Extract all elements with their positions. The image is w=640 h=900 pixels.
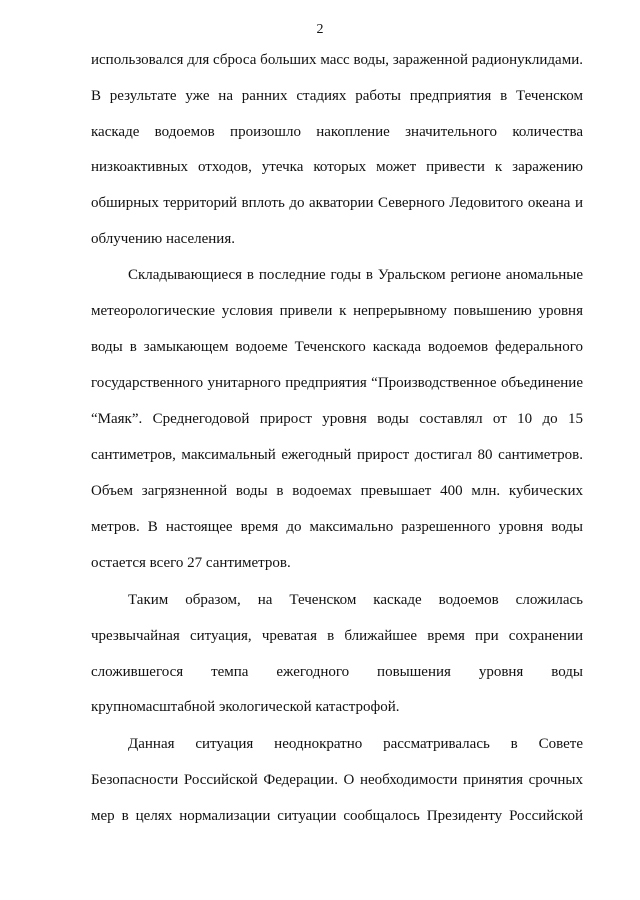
- paragraph-2-line-5: “Маяк”. Среднегодовой прирост уровня воды составлял от 10 до 15: [91, 411, 583, 427]
- paragraph-2-line-2: метеорологические условия привели к непрерывному повышению уровня: [91, 303, 583, 319]
- paragraph-2-line-8: метров. В настоящее время до максимально разрешенного уровня воды: [91, 519, 583, 535]
- paragraph-3-line-2: чрезвычайная ситуация, чреватая в ближайшее время при сохранении: [91, 628, 583, 644]
- paragraph-1-line-2: В результате уже на ранних стадиях работы предприятия в Теченском: [91, 88, 583, 104]
- paragraph-1-line-6: облучению населения.: [91, 231, 235, 247]
- paragraph-4-line-2: Безопасности Российской Федерации. О необходимости принятия срочных: [91, 772, 583, 788]
- paragraph-3-line-4: крупномасштабной экологической катастрофой.: [91, 699, 400, 715]
- page-number: 2: [316, 22, 324, 37]
- paragraph-1-line-3: каскаде водоемов произошло накопление значительного количества: [91, 124, 583, 140]
- paragraph-1-line-4: низкоактивных отходов, утечка которых может привести к заражению: [91, 159, 583, 175]
- paragraph-4-line-1: Данная ситуация неоднократно рассматривалась в Совете: [128, 736, 583, 752]
- paragraph-2-line-7: Объем загрязненной воды в водоемах превышает 400 млн. кубических: [91, 483, 583, 499]
- paragraph-2-line-3: воды в замыкающем водоеме Теченского каскада водоемов федерального: [91, 339, 583, 355]
- paragraph-2-line-4: государственного унитарного предприятия “Производственное объединение: [91, 375, 583, 391]
- paragraph-2-line-1: Складывающиеся в последние годы в Уральском регионе аномальные: [128, 267, 583, 283]
- paragraph-3-line-1: Таким образом, на Теченском каскаде водоемов сложилась: [128, 592, 583, 608]
- paragraph-2-line-6: сантиметров, максимальный ежегодный прирост достигал 80 сантиметров.: [91, 447, 583, 463]
- paragraph-3-line-3: сложившегося темпа ежегодного повышения уровня воды: [91, 664, 583, 680]
- paragraph-4-line-3: мер в целях нормализации ситуации сообщалось Президенту Российской: [91, 808, 583, 824]
- paragraph-1-line-1: использовался для сброса больших масс воды, зараженной радионуклидами.: [91, 52, 583, 68]
- paragraph-2-line-9: остается всего 27 сантиметров.: [91, 555, 291, 571]
- paragraph-1-line-5: обширных территорий вплоть до акватории Северного Ледовитого океана и: [91, 195, 583, 211]
